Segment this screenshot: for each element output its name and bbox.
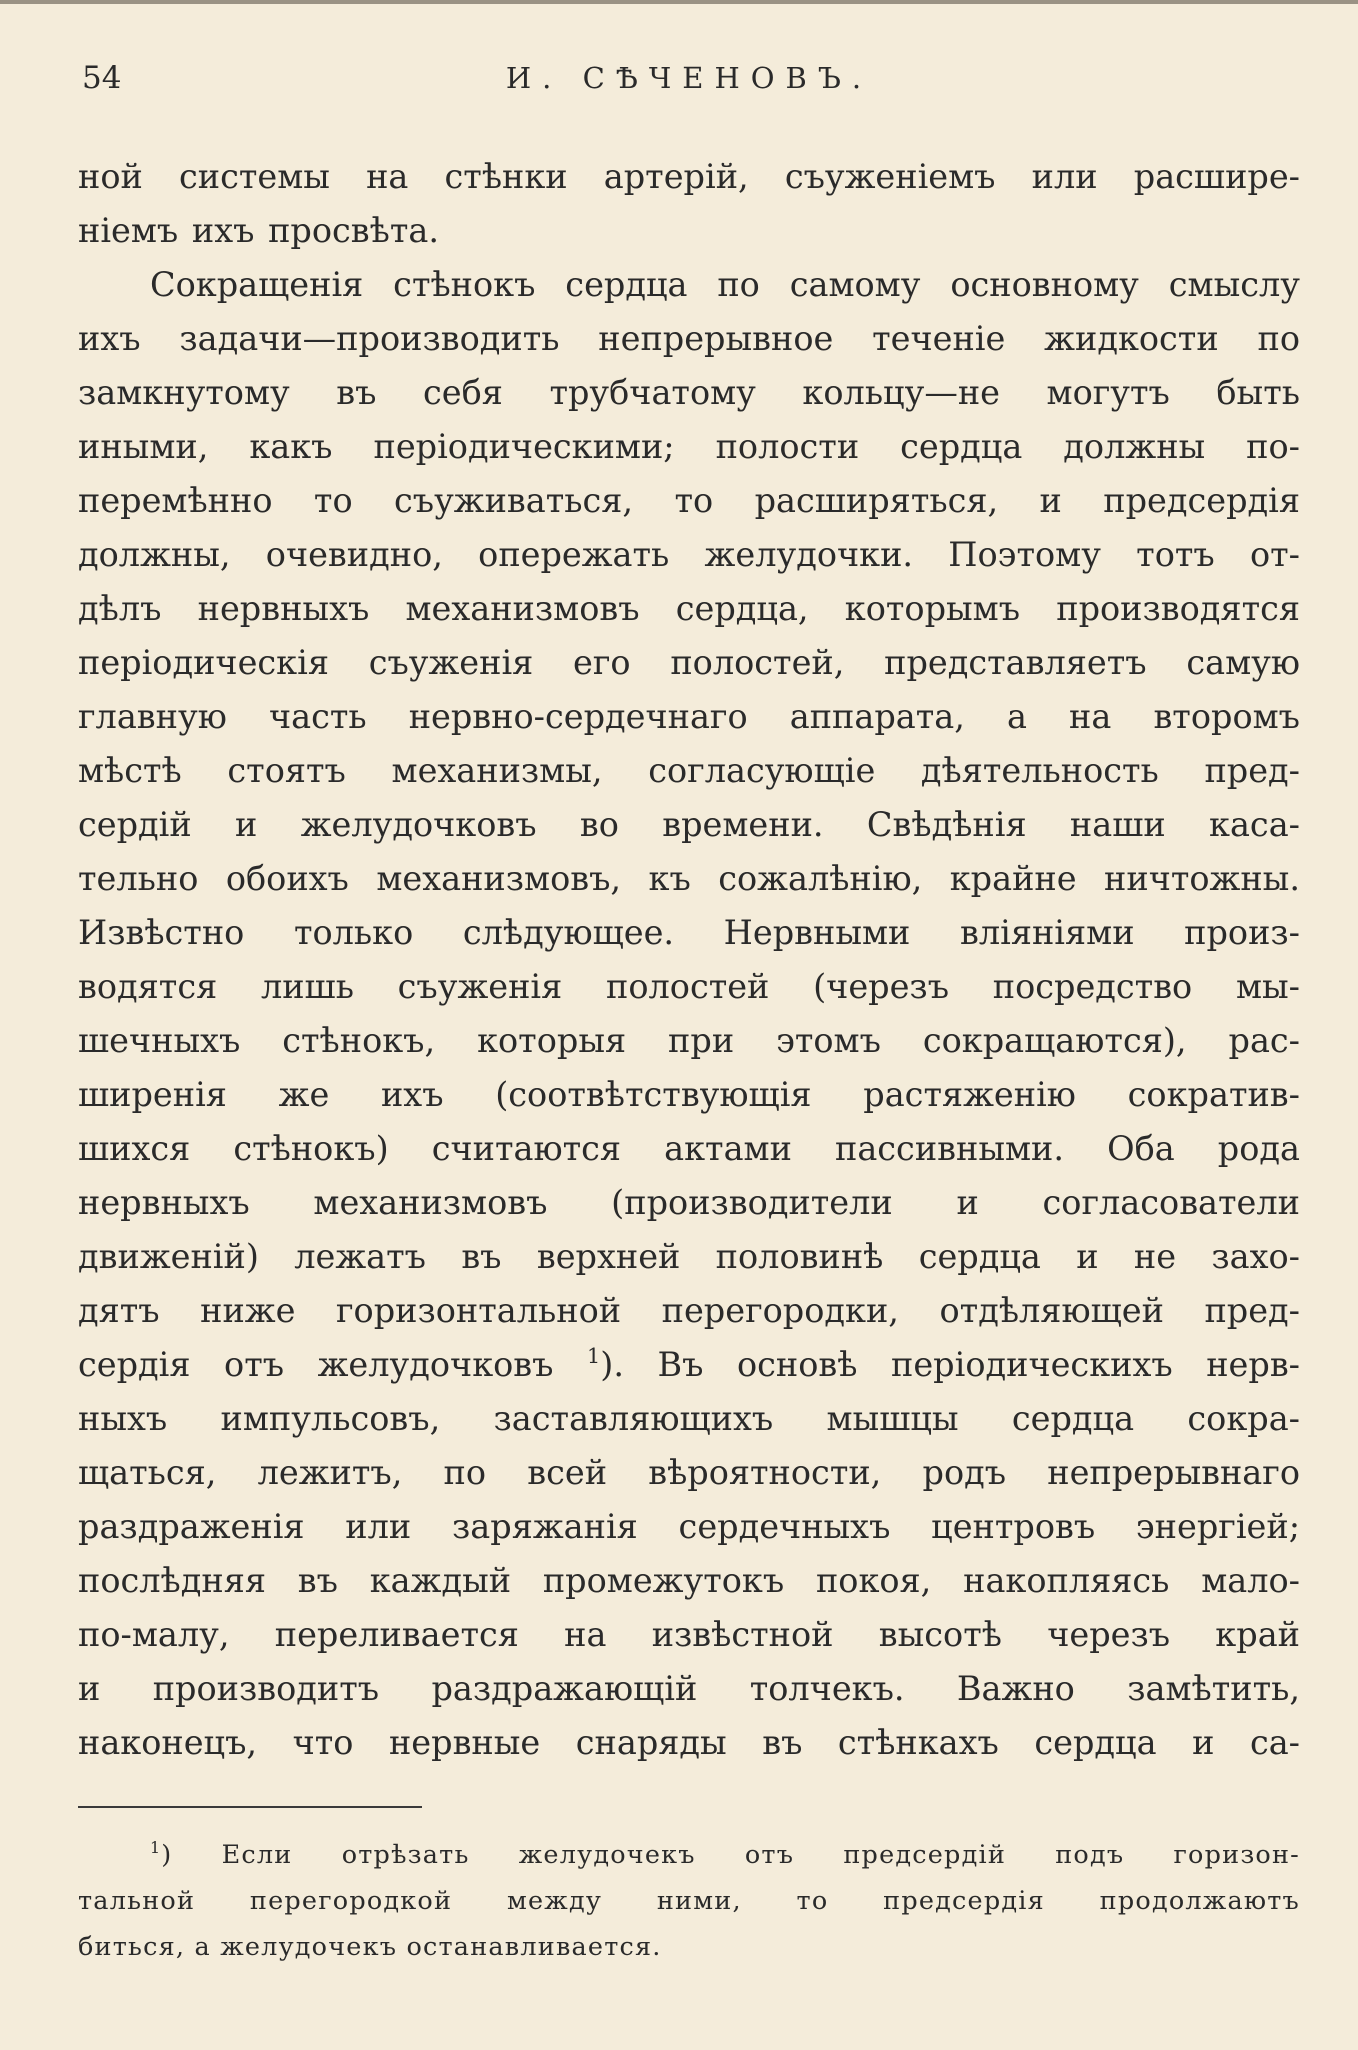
text-line: нервныхъ механизмовъ (производители и согласователи <box>78 1183 1300 1222</box>
footnote-reference: 1 <box>587 1344 601 1369</box>
text-line: мѣстѣ стоятъ механизмы, согласующіе дѣятельность пред- <box>78 751 1300 790</box>
footnote-line: биться, а желудочекъ останавливается. <box>78 1932 662 1962</box>
text-line-with-footnote-ref <box>78 1338 1300 1392</box>
text-line: главную часть нервно-сердечнаго аппарата, а на второмъ <box>78 697 1300 736</box>
text-line: ихъ задачи—производить непрерывное теченіе жидкости по <box>78 319 1300 358</box>
footnote-marker: 1 <box>150 1838 162 1858</box>
text-line: періодическія съуженія его полостей, представляетъ самую <box>78 643 1300 682</box>
footnote-divider <box>78 1806 422 1808</box>
text-line: сердій и желудочковъ во времени. Свѣдѣнія наши каса- <box>78 805 1300 844</box>
text-line: водятся лишь съуженія полостей (черезъ посредство мы- <box>78 967 1300 1006</box>
text-line: замкнутому въ себя трубчатому кольцу—не могутъ быть <box>78 373 1300 412</box>
footnote-line <box>78 1832 1300 1878</box>
text-segment: ). Въ основѣ періодическихъ нерв- <box>600 1345 1300 1384</box>
page-header <box>78 58 1300 106</box>
text-line: должны, очевидно, опережать желудочки. Поэтому тотъ от- <box>78 535 1300 574</box>
text-line: дятъ ниже горизонтальной перегородки, отдѣляющей пред- <box>78 1291 1300 1330</box>
text-line: ныхъ импульсовъ, заставляющихъ мышцы сердца сокра- <box>78 1399 1300 1438</box>
text-segment: ) Если отрѣзать желудочекъ отъ предсердій подъ горизон- <box>161 1840 1300 1870</box>
text-line: движеній) лежатъ въ верхней половинѣ сердца и не захо- <box>78 1237 1300 1276</box>
text-line: щаться, лежитъ, по всей вѣроятности, родъ непрерывнаго <box>78 1453 1300 1492</box>
text-line: шечныхъ стѣнокъ, которыя при этомъ сокращаются), рас- <box>78 1021 1300 1060</box>
footnote <box>78 1832 1300 1970</box>
text-line: и производитъ раздражающій толчекъ. Важно замѣтить, <box>78 1669 1300 1708</box>
text-line: дѣлъ нервныхъ механизмовъ сердца, которымъ производятся <box>78 589 1300 628</box>
running-head: И. СѢЧЕНОВЪ. <box>505 61 873 95</box>
text-line: наконецъ, что нервные снаряды въ стѣнкахъ сердца и са- <box>78 1723 1300 1762</box>
text-line: иными, какъ періодическими; полости сердца должны по- <box>78 427 1300 466</box>
text-line: Извѣстно только слѣдующее. Нервными вліяніями произ- <box>78 913 1300 952</box>
text-line: перемѣнно то съуживаться, то расширяться, и предсердія <box>78 481 1300 520</box>
text-line: тельно обоихъ механизмовъ, къ сожалѣнію, крайне ничтожны. <box>78 859 1300 898</box>
text-line: ширенія же ихъ (соотвѣтствующія растяженію сократив- <box>78 1075 1300 1114</box>
body-text <box>78 150 1300 1770</box>
text-line: раздраженія или заряжанія сердечныхъ центровъ энергіей; <box>78 1507 1300 1546</box>
footnote-line: тальной перегородкой между ними, то предсердія продолжаютъ <box>78 1886 1300 1916</box>
text-line: по-малу, переливается на извѣстной высотѣ черезъ край <box>78 1615 1300 1654</box>
text-line: Сокращенія стѣнокъ сердца по самому основному смыслу <box>150 265 1300 304</box>
top-edge-rule <box>0 0 1358 4</box>
text-line: ной системы на стѣнки артерій, съуженіемъ или расшире- <box>78 157 1300 196</box>
page-number: 54 <box>82 60 122 96</box>
text-line: ніемъ ихъ просвѣта. <box>78 211 439 250</box>
text-line: послѣдняя въ каждый промежутокъ покоя, накопляясь мало- <box>78 1561 1300 1600</box>
text-segment: сердія отъ желудочковъ <box>78 1345 554 1384</box>
text-line: шихся стѣнокъ) считаются актами пассивными. Оба рода <box>78 1129 1300 1168</box>
